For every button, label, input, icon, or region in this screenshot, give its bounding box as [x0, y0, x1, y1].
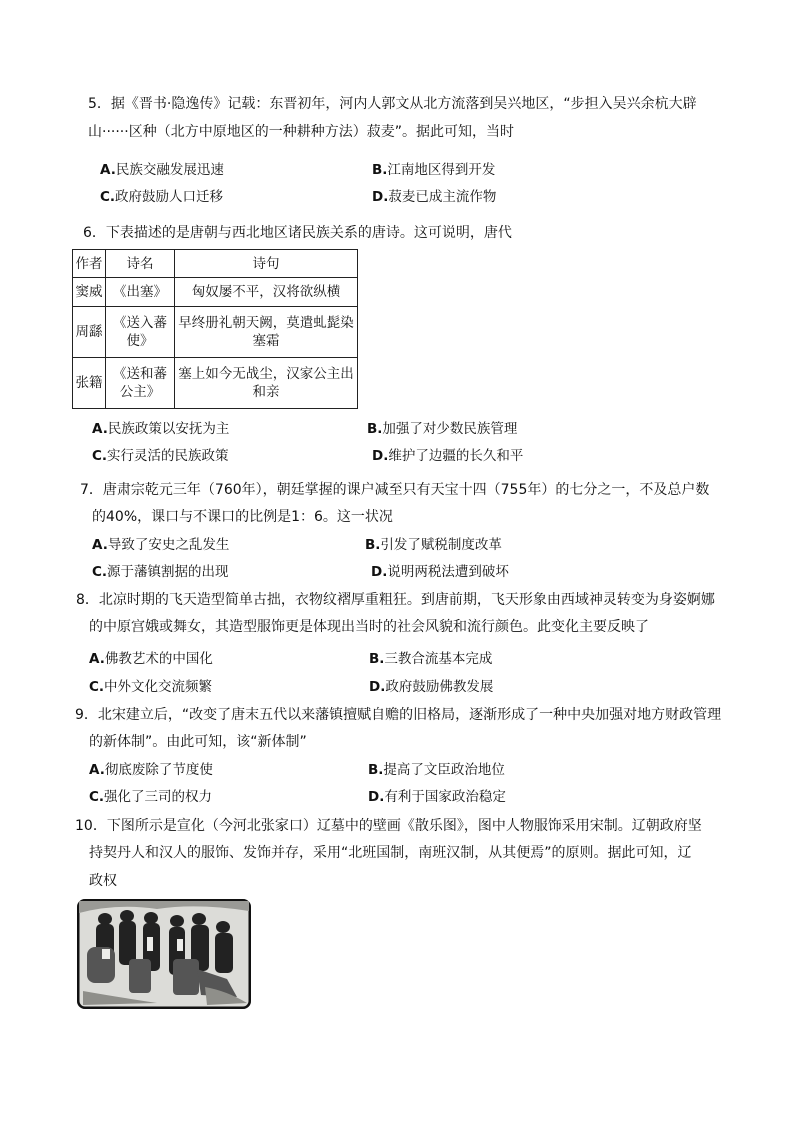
- q9-stem-line1: 9．北宋建立后，“改变了唐末五代以来藩镇擅赋自赡的旧格局，逐渐形成了一种中央加强对地方财政管理: [75, 707, 722, 723]
- table-row: [73, 358, 358, 409]
- cell-author: 周繇: [73, 307, 106, 358]
- q7-option-a[interactable]: A.导致了安史之乱发生: [92, 537, 230, 553]
- q8-option-d[interactable]: D.政府鼓励佛教发展: [369, 679, 494, 695]
- mural-illustration: [77, 899, 251, 1009]
- q9-option-b[interactable]: B.提高了文臣政治地位: [368, 762, 505, 778]
- q7-option-c[interactable]: C.源于藩镇割据的出现: [92, 564, 229, 580]
- q7-stem-line1: 7．唐肃宗乾元三年（760年），朝廷掌握的课户减至只有天宝十四（755年）的七分之一，不及总户数: [80, 482, 710, 498]
- header-author: 作者: [73, 250, 106, 278]
- cell-title: 《送和蕃公主》: [106, 358, 175, 409]
- q9-stem-line2: 的新体制”。由此可知，该“新体制”: [89, 734, 307, 750]
- q9-option-d[interactable]: D.有利于国家政治稳定: [368, 789, 506, 805]
- q5-option-d[interactable]: D.菽麦已成主流作物: [372, 189, 497, 205]
- q9-option-a[interactable]: A.彻底废除了节度使: [89, 762, 213, 778]
- q10-stem-line3: 政权: [89, 873, 117, 889]
- q8-option-c[interactable]: C.中外文化交流频繁: [89, 679, 213, 695]
- q8-stem-line2: 的中原宫娥或舞女，其造型服饰更是体现出当时的社会风貌和流行颜色。此变化主要反映了: [89, 619, 649, 635]
- q8-option-b[interactable]: B.三教合流基本完成: [369, 651, 493, 667]
- q8-stem-line1: 8．北凉时期的飞天造型简单古拙，衣物纹褶厚重粗狂。到唐前期，飞天形象由西域神灵转变为身姿婀娜: [76, 592, 715, 608]
- poem-table: [72, 249, 358, 409]
- q6-option-c[interactable]: C.实行灵活的民族政策: [92, 448, 229, 464]
- q5-option-a[interactable]: A.民族交融发展迅速: [100, 162, 224, 178]
- cell-verse: 早终册礼朝天阙，莫遣虬髭染塞霜: [175, 307, 358, 358]
- header-verse: 诗句: [175, 250, 358, 278]
- q6-option-b[interactable]: B.加强了对少数民族管理: [367, 421, 518, 437]
- q8-option-a[interactable]: A.佛教艺术的中国化: [89, 651, 213, 667]
- q10-stem-line1: 10．下图所示是宣化（今河北张家口）辽墓中的壁画《散乐图》，图中人物服饰采用宋制。辽朝政府坚: [75, 818, 702, 834]
- q9-option-c[interactable]: C.强化了三司的权力: [89, 789, 213, 805]
- q6-option-d[interactable]: D.维护了边疆的长久和平: [372, 448, 524, 464]
- q5-option-c[interactable]: C.政府鼓励人口迁移: [100, 189, 224, 205]
- cell-author: 张籍: [73, 358, 106, 409]
- cell-verse: 塞上如今无战尘，汉家公主出和亲: [175, 358, 358, 409]
- q5-stem-line1: 5．据《晋书·隐逸传》记载：东晋初年，河内人郭文从北方流落到吴兴地区，“步担入吴兴余杭大辟: [88, 96, 697, 112]
- q7-option-d[interactable]: D.说明两税法遭到破坏: [371, 564, 509, 580]
- table-row: [73, 307, 358, 358]
- cell-author: 窦威: [73, 278, 106, 307]
- table-row: [73, 278, 358, 307]
- table-header-row: [73, 250, 358, 278]
- mural-image: [77, 899, 251, 1009]
- q7-stem-line2: 的40%，课口与不课口的比例是1：6。这一状况: [92, 509, 393, 525]
- cell-verse: 匈奴屡不平，汉将欲纵横: [175, 278, 358, 307]
- header-title: 诗名: [106, 250, 175, 278]
- q6-stem-line1: 6．下表描述的是唐朝与西北地区诸民族关系的唐诗。这可说明，唐代: [83, 225, 512, 241]
- q7-option-b[interactable]: B.引发了赋税制度改革: [365, 537, 502, 553]
- q5-option-b[interactable]: B.江南地区得到开发: [372, 162, 496, 178]
- q5-stem-line2: 山······区种（北方中原地区的一种耕种方法）菽麦”。据此可知，当时: [88, 124, 514, 140]
- q6-option-a[interactable]: A.民族政策以安抚为主: [92, 421, 230, 437]
- q10-stem-line2: 持契丹人和汉人的服饰、发饰并存，采用“北班国制，南班汉制，从其便焉”的原则。据此可知，辽: [89, 845, 692, 861]
- cell-title: 《出塞》: [106, 278, 175, 307]
- cell-title: 《送入蕃使》: [106, 307, 175, 358]
